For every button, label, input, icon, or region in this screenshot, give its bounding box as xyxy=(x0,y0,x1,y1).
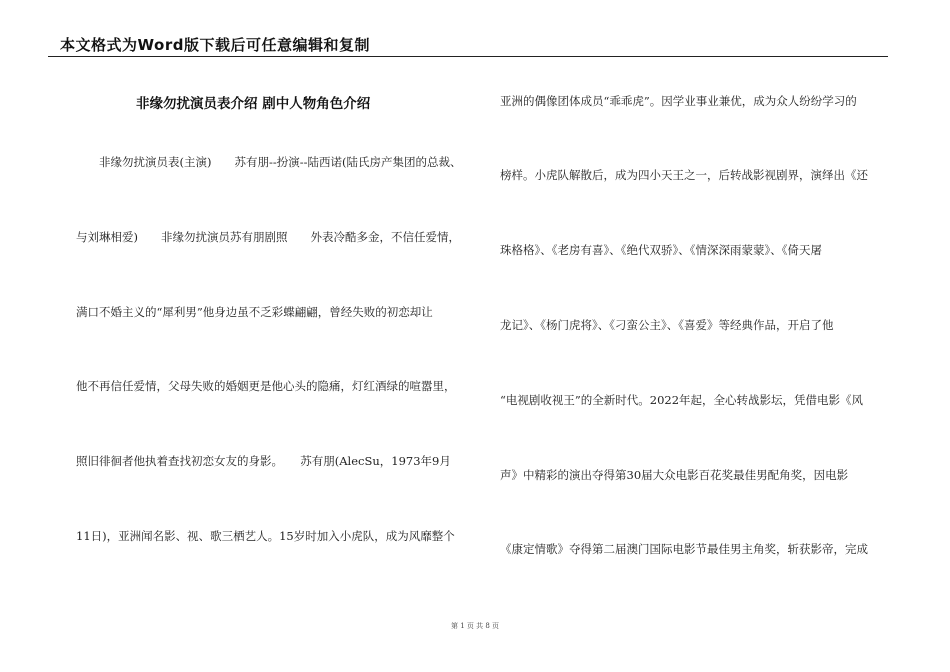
text-line: 珠格格》、《老房有喜》、《绝代双骄》、《情深深雨蒙蒙》、《倚天屠 xyxy=(500,243,822,257)
header-text: 本文格式为Word版下载后可任意编辑和复制 xyxy=(60,36,370,54)
text-line: 榜样。小虎队解散后，成为四小天王之一，后转战影视剧界，演绎出《还 xyxy=(500,168,868,182)
text-line: 他不再信任爱情，父母失败的婚姻更是他心头的隐痛，灯红酒绿的喧嚣里， xyxy=(76,379,456,393)
page-number: 第 1 页 共 8 页 xyxy=(450,622,500,630)
text-line: 非缘勿扰演员表(主演) 苏有朋--扮演--陆西诺(陆氏房产集团的总裁、 xyxy=(76,155,462,169)
text-line: 亚洲的偶像团体成员“乖乖虎”。因学业事业兼优，成为众人纷纷学习的 xyxy=(500,94,857,108)
text-line: “电视剧收视王”的全新时代。2022年起，全心转战影坛，凭借电影《风 xyxy=(500,393,864,407)
document-title: 非缘勿扰演员表介绍 剧中人物角色介绍 xyxy=(136,96,371,112)
text-line: 与刘琳相爱) 非缘勿扰演员苏有朋剧照 外表冷酷多金，不信任爱情， xyxy=(76,230,460,244)
text-line: 声》中精彩的演出夺得第30届大众电影百花奖最佳男配角奖，因电影 xyxy=(500,468,849,482)
text-line: 《康定情歌》夺得第二届澳门国际电影节最佳男主角奖，斩获影帝，完成 xyxy=(500,542,868,556)
text-line: 照旧徘徊者他执着查找初恋女友的身影。 苏有朋(AlecSu，1973年9月 xyxy=(76,454,451,468)
text-line: 11日)，亚洲闻名影、视、歌三栖艺人。15岁时加入小虎队，成为风靡整个 xyxy=(76,529,455,543)
text-line: 满口不婚主义的“犀利男”他身边虽不乏彩蝶翩翩，曾经失败的初恋却让 xyxy=(76,305,433,319)
text-line: 龙记》、《杨门虎将》、《刁蛮公主》、《喜爱》等经典作品，开启了他 xyxy=(500,318,834,332)
page-header xyxy=(48,30,888,57)
